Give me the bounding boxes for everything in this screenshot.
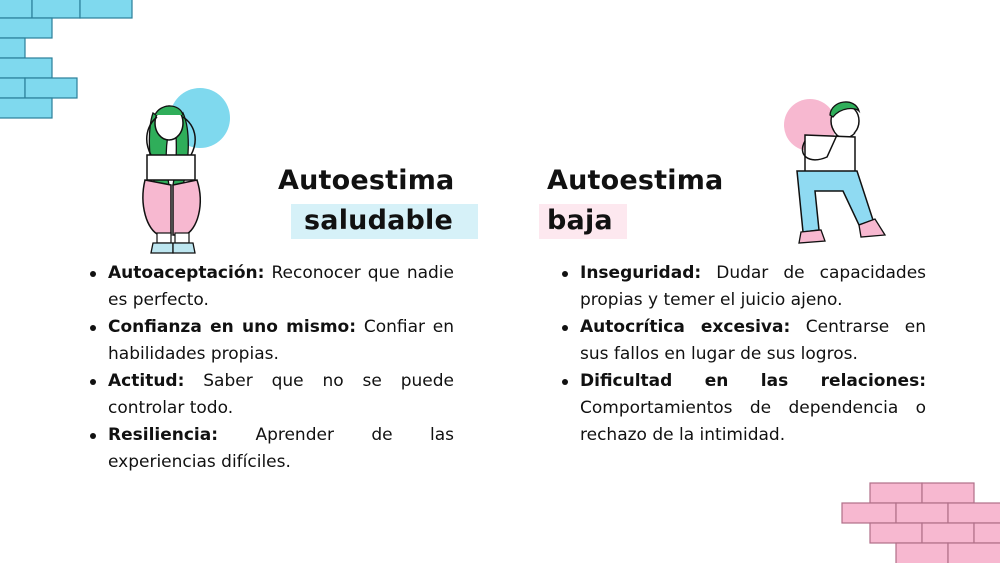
item-term: Inseguridad: (580, 263, 702, 283)
sad-girl-holding-head-illustration (125, 85, 245, 260)
list-item (560, 368, 926, 449)
item-term: Resiliencia: (108, 425, 219, 445)
healthy-list (88, 260, 454, 476)
item-text: Saber que no se puede controlar todo. (108, 371, 454, 418)
item-term: Confianza en uno mismo: (108, 317, 357, 337)
low-title-line2: baja (539, 204, 627, 239)
item-text: Reconocer que nadie es perfecto. (108, 263, 454, 310)
item-term: Actitud: (108, 371, 185, 391)
low-list (560, 260, 926, 449)
item-term: Dificultad en las relaciones: (580, 371, 926, 391)
item-text: Confiar en habilidades propias. (108, 317, 454, 364)
list-item (88, 422, 454, 476)
sad-boy-face-in-hands-illustration (775, 95, 900, 255)
list-item (560, 260, 926, 314)
item-text: Comportamientos de dependencia o rechazo de la intimidad. (580, 398, 926, 445)
item-term: Autoaceptación: (108, 263, 265, 283)
low-title-line1: Autoestima (547, 165, 724, 196)
healthy-title-line2: saludable (291, 204, 478, 239)
item-text: Centrarse en sus fallos en lugar de sus logros. (580, 317, 926, 364)
pink-brick-wall (840, 481, 1000, 563)
list-item (88, 368, 454, 422)
item-text: Aprender de las experiencias difíciles. (108, 425, 454, 472)
cyan-brick-wall (0, 0, 135, 122)
healthy-title-line1: Autoestima (278, 165, 455, 196)
list-item (88, 314, 454, 368)
list-item (88, 260, 454, 314)
list-item (560, 314, 926, 368)
item-text: Dudar de capacidades propias y temer el juicio ajeno. (580, 263, 927, 310)
item-term: Autocrítica excesiva: (580, 317, 791, 337)
